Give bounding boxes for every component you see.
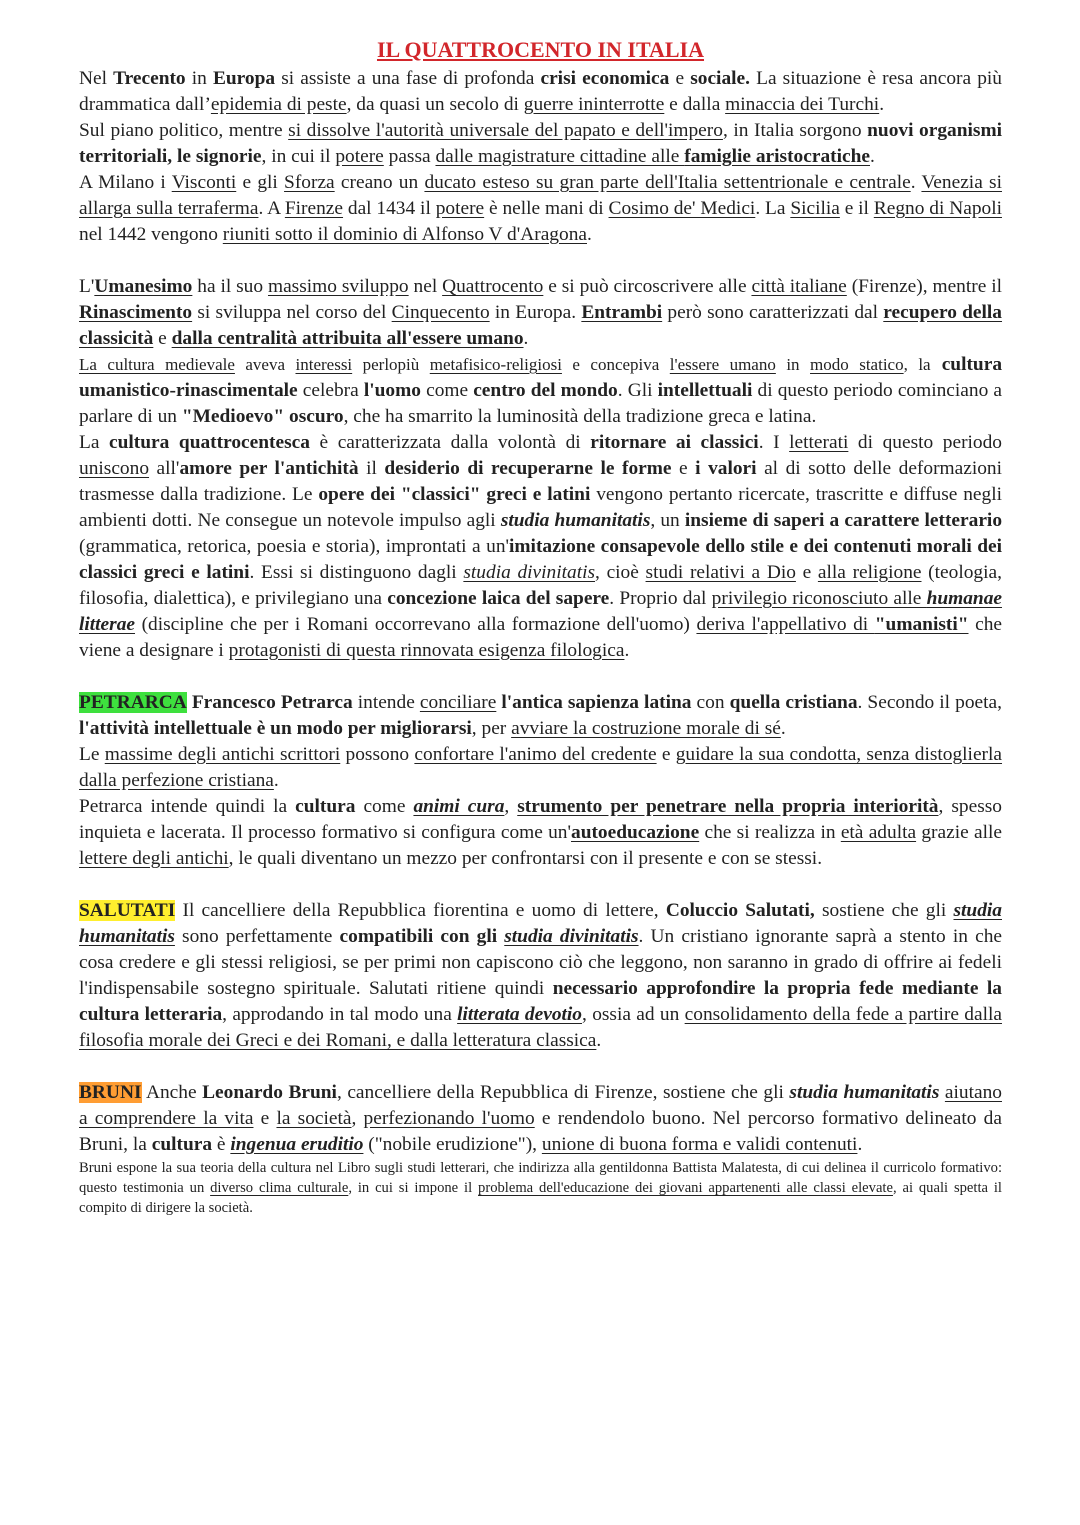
document-page <box>79 36 1002 1218</box>
paragraph-politica: Sul piano politico, mentre si dissolve l'autorità universale del papato e dell'impero, in Italia sorgono nuovi organismi territoriali, le signorie, in cui il potere passa dalle magistrature cittadine alle famiglie aristocratiche. <box>79 120 1002 167</box>
paragraph-animi-cura: Petrarca intende quindi la cultura come animi cura, strumento per penetrare nella propria interiorità, spesso inquieta e lacerata. Il processo formativo si configura come un'autoeducazione che si realizza in età adulta grazie alle lettere degli antichi, le quali diventano un mezzo per confrontarsi con il presente e con se stessi. <box>79 796 1002 869</box>
paragraph-trecento: Nel Trecento in Europa si assiste a una fase di profonda crisi economica e sociale. La situazione è resa ancora più drammatica dall’epidemia di peste, da quasi un secolo di guerre ininterrotte e dalla minaccia dei Turchi. <box>79 68 1002 115</box>
paragraph-massime: Le massime degli antichi scrittori possono confortare l'animo del credente e guidare la sua condotta, senza distoglierla dalla perfezione cristiana. <box>79 744 1003 791</box>
paragraph-umanesimo: L'Umanesimo ha il suo massimo sviluppo nel Quattrocento e si può circoscrivere alle città italiane (Firenze), mentre il Rinascimento si sviluppa nel corso del Cinquecento in Europa. Entrambi però sono caratterizzati dal recupero della classicità e dalla centralità attribuita all'essere umano. <box>79 276 1003 349</box>
paragraph-classici: La cultura quattrocentesca è caratterizzata dalla volontà di ritornare ai classici. I letterati di questo periodo uniscono all'amore per l'antichità il desiderio di recuperarne le forme e i valori al di sotto delle deformazioni trasmesse dalla tradizione. Le opere dei "classici" greci e latini vengono pertanto ricercate, trascritte e diffuse negli ambienti dotti. Ne consegue un notevole impulso agli studia humanitatis, un insieme di saperi a carattere letterario (grammatica, retorica, poesia e storia), improntati a un'imitazione consapevole dello stile e dei contenuti morali dei classici greci e latini. Essi si distinguono dagli studia divinitatis, cioè studi relativi a Dio e alla religione (teologia, filosofia, dialettica), e privilegiano una concezione laica del sapere. Proprio dal privilegio riconosciuto alle humanae litterae (discipline che per i Romani occorrevano alla formazione dell'uomo) deriva l'appellativo di "umanisti" che viene a designare i protagonisti di questa rinnovata esigenza filologica. <box>79 432 1003 661</box>
page-title: IL QUATTROCENTO IN ITALIA <box>376 37 705 62</box>
bruni-label: BRUNI <box>79 1082 142 1103</box>
paragraph-medioevo: La cultura medievale aveva interessi perlopiù metafisico-religiosi e concepiva l'essere umano in modo statico, la cultura umanistico-rinascimentale celebra l'uomo come centro del mondo. Gli intellettuali di questo periodo cominciano a parlare di un "Medioevo" oscuro, che ha smarrito la luminosità della tradizione greca e latina. <box>79 354 1003 427</box>
paragraph-petrarca: PETRARCA Francesco Petrarca intende conciliare l'antica sapienza latina con quella cristiana. Secondo il poeta, l'attività intellettuale è un modo per migliorarsi, per avviare la costruzione morale di sé. <box>79 692 1002 739</box>
salutati-label: SALUTATI <box>79 900 176 921</box>
paragraph-bruni: BRUNI Anche Leonardo Bruni, cancelliere della Repubblica di Firenze, sostiene che gli studia humanitatis aiutano a comprendere la vita e la società, perfezionando l'uomo e rendendolo buono. Nel percorso formativo delineato da Bruni, la cultura è ingenua eruditio ("nobile erudizione"), unione di buona forma e validi contenuti. <box>79 1082 1002 1155</box>
petrarca-label: PETRARCA <box>79 692 187 713</box>
paragraph-bruni-note: Bruni espone la sua teoria della cultura nel Libro sugli studi letterari, che indirizza alla gentildonna Battista Malatesta, di cui delinea il curricolo formativo: questo testimonia un diverso clima culturale, in cui si impone il problema dell'educazione dei giovani appartenenti alle classi elevate, ai quali spetta il compito di dirigere la società. <box>79 1160 1002 1216</box>
paragraph-salutati: SALUTATI Il cancelliere della Repubblica fiorentina e uomo di lettere, Coluccio Salutati, sostiene che gli studia humanitatis sono perfettamente compatibili con gli studia divinitatis. Un cristiano ignorante saprà a stento in che cosa credere e gli stessi religiosi, se per primi non capiscono ciò che leggono, non saranno in grado di offrire ai fedeli l'indispensabile sostegno spirituale. Salutati ritiene quindi necessario approfondire la propria fede mediante la cultura letteraria, approdando in tal modo una litterata devotio, ossia ad un consolidamento della fede a partire dalla filosofia morale dei Greci e dei Romani, e dalla letteratura classica. <box>79 900 1003 1051</box>
paragraph-stati: A Milano i Visconti e gli Sforza creano un ducato esteso su gran parte dell'Italia settentrionale e centrale. Venezia si allarga sulla terraferma. A Firenze dal 1434 il potere è nelle mani di Cosimo de' Medici. La Sicilia e il Regno di Napoli nel 1442 vengono riuniti sotto il dominio di Alfonso V d'Aragona. <box>79 172 1002 245</box>
